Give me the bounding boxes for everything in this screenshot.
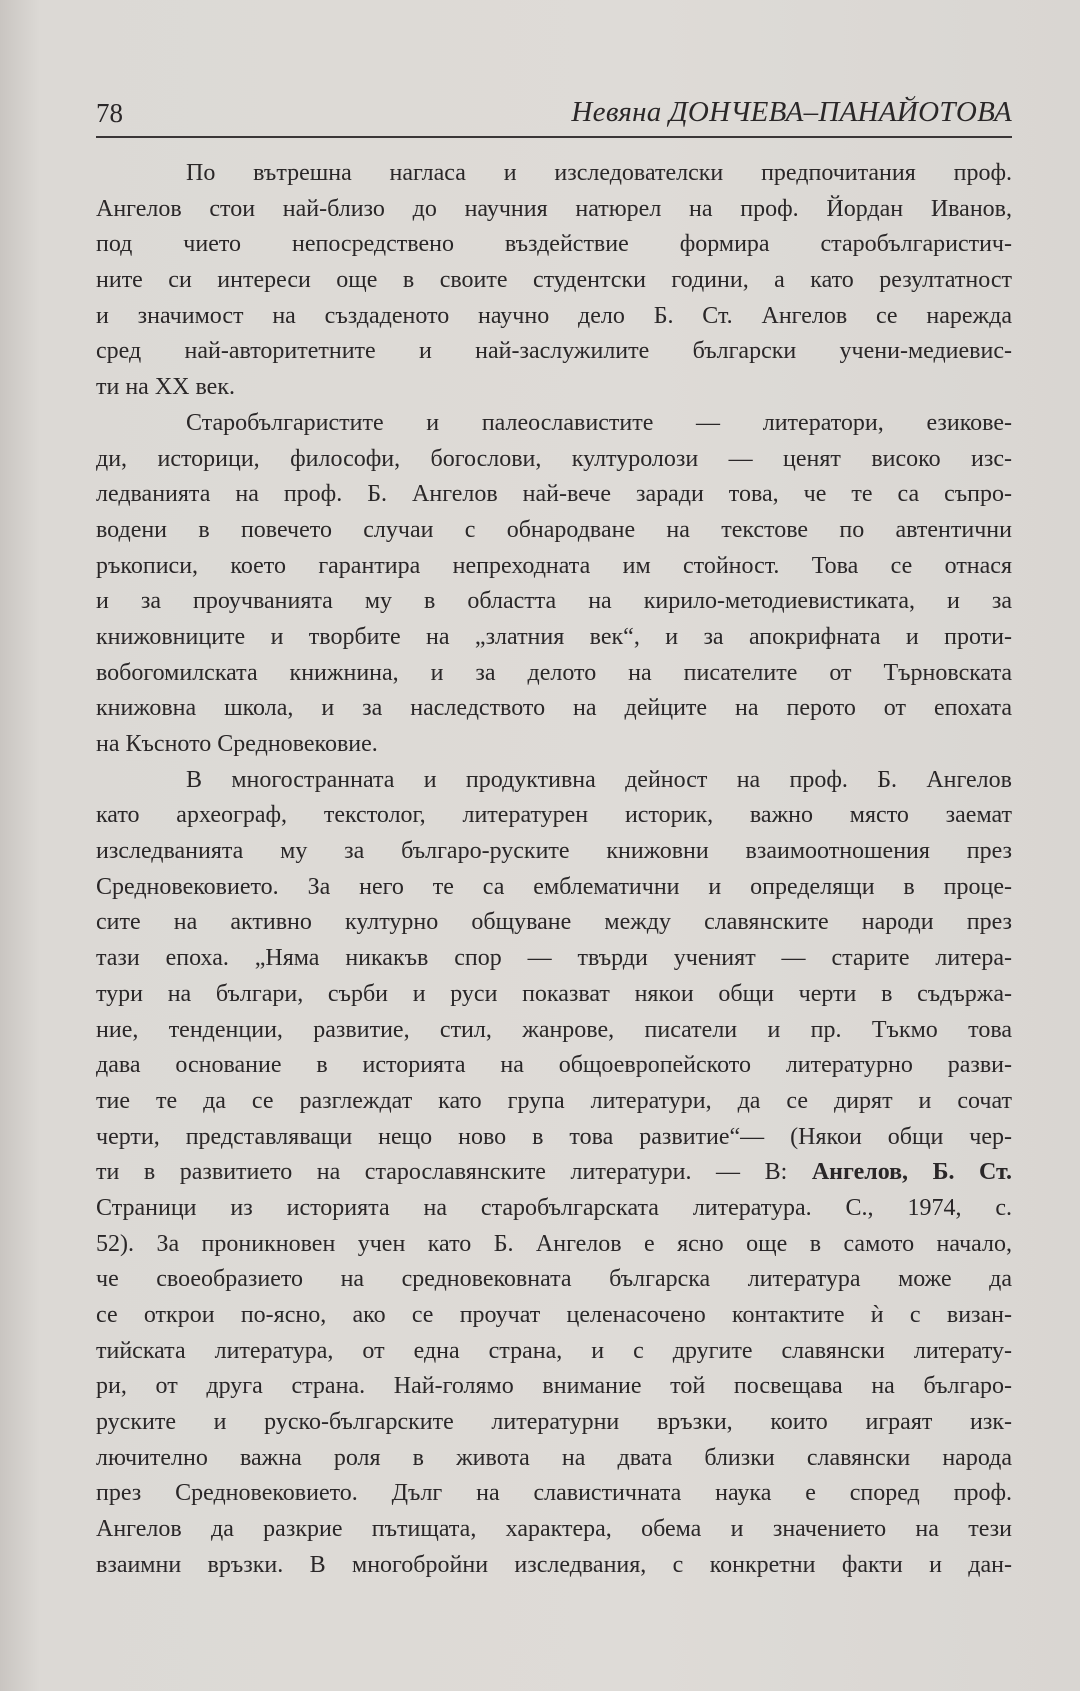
text-line: се открои по-ясно, ако се проучат целенасочено контактите ѝ с визан- [96,1302,1012,1328]
text-line: под чието непосредствено въздействие формира старобългаристич- [96,231,1012,258]
text-line: и за проучванията му в областта на кирило-методиевистиката, и за [96,588,1012,615]
text-line: ните си интереси още в своите студентски години, а като резултатност [96,267,1012,294]
paragraph-2 [96,406,1012,763]
text-line: лючително важна роля в живота на двата близки славянски народа [96,1444,1012,1471]
text-line: ръкописи, което гарантира непреходната им стойност. Това се отнася [96,552,1012,579]
text-line: ри, от друга страна. Най-голямо внимание той посвещава на българо- [96,1373,1012,1400]
text-line: през Средновековието. Дълг на славистичната наука е според проф. [96,1480,1012,1507]
text-line: дава основание в историята на общоевропейското литературно разви- [96,1052,1012,1079]
text-line: Средновековието. За него те са емблематични и определящи в проце- [96,873,1012,900]
paragraph-1 [96,156,1012,406]
text-line: сите на активно културно общуване между славянските народи през [96,909,1012,936]
text-line: водени в повечето случаи с обнародване на текстове по автентични [96,516,1012,543]
text-line: Страници из историята на старобългарската литература. С., 1974, с. [96,1194,1012,1221]
running-head: Невяна ДОНЧЕВА–ПАНАЙОТОВА [571,96,1012,128]
text-line: книжовна школа, и за наследството на дейците на перото от епохата [96,695,1012,722]
text-line: Ангелов стои най-близо до научния натюрел на проф. Йордан Иванов, [96,195,1012,222]
text-line: и значимост на създаденото научно дело Б. Ст. Ангелов се нарежда [96,302,1012,329]
text-line: руските и руско-българските литературни връзки, които играят изк- [96,1409,1012,1436]
text-line: като археограф, текстолог, литературен историк, важно място заемат [96,802,1012,829]
text-line: ние, тенденции, развитие, стил, жанрове, писатели и пр. Тъкмо това [96,1016,1012,1043]
text-line: ди, историци, философи, богослови, културолози — ценят високо изс- [96,445,1012,472]
page-number: 78 [96,98,123,128]
text-line: взаимни връзки. В многобройни изследвания, с конкретни факти и дан- [96,1551,1012,1578]
text-line-with-bold [96,1155,1012,1191]
text-line: тази епоха. „Няма никакъв спор — твърди ученият — старите литера- [96,945,1012,972]
text-line: Старобългаристите и палеославистите — литератори, езикове- [186,409,1012,436]
text-line: 52). За проникновен учен като Б. Ангелов е ясно още в самото начало, [96,1230,1012,1257]
text-line: ледванията на проф. Б. Ангелов най-вече заради това, че те са съпро- [96,481,1012,508]
text-line: тури на българи, сърби и руси показват някои общи черти в съдържа- [96,980,1012,1007]
text-line: ти на XX век. [96,374,235,401]
text-run: ти в развитието на старославянските литератури. — В: [96,1159,812,1186]
text-line: По вътрешна нагласа и изследователски предпочитания проф. [186,160,1012,186]
body-text [96,156,1012,1584]
bold-author-citation: Ангелов, Б. Ст. [811,1159,1012,1186]
text-line: Ангелов да разкрие пътищата, характера, обема и значението на тези [96,1516,1012,1543]
page-header [96,92,1012,138]
text-line: черти, представляващи нещо ново в това развитие“— (Някои общи чер- [96,1123,1012,1150]
text-line: сред най-авторитетните и най-заслужилите български учени-медиевис- [96,338,1012,365]
text-line: на Късното Средновековие. [96,731,378,757]
text-line: че своеобразието на средновековната българска литература може да [96,1266,1012,1293]
text-line: В многостранната и продуктивна дейност на проф. Б. Ангелов [186,766,1012,793]
text-line: изследванията му за българо-руските книжовни взаимоотношения през [96,838,1012,865]
text-line: книжовниците и творбите на „златния век“, и за апокрифната и проти- [96,623,1012,650]
text-line: тийската литература, от една страна, и с другите славянски литерату- [96,1337,1012,1364]
text-line: вобогомилската книжнина, и за делото на писателите от Търновската [96,659,1012,686]
paragraph-3 [96,763,1012,1584]
text-line: тие те да се разглеждат като група литератури, да се дирят и сочат [96,1087,1012,1114]
